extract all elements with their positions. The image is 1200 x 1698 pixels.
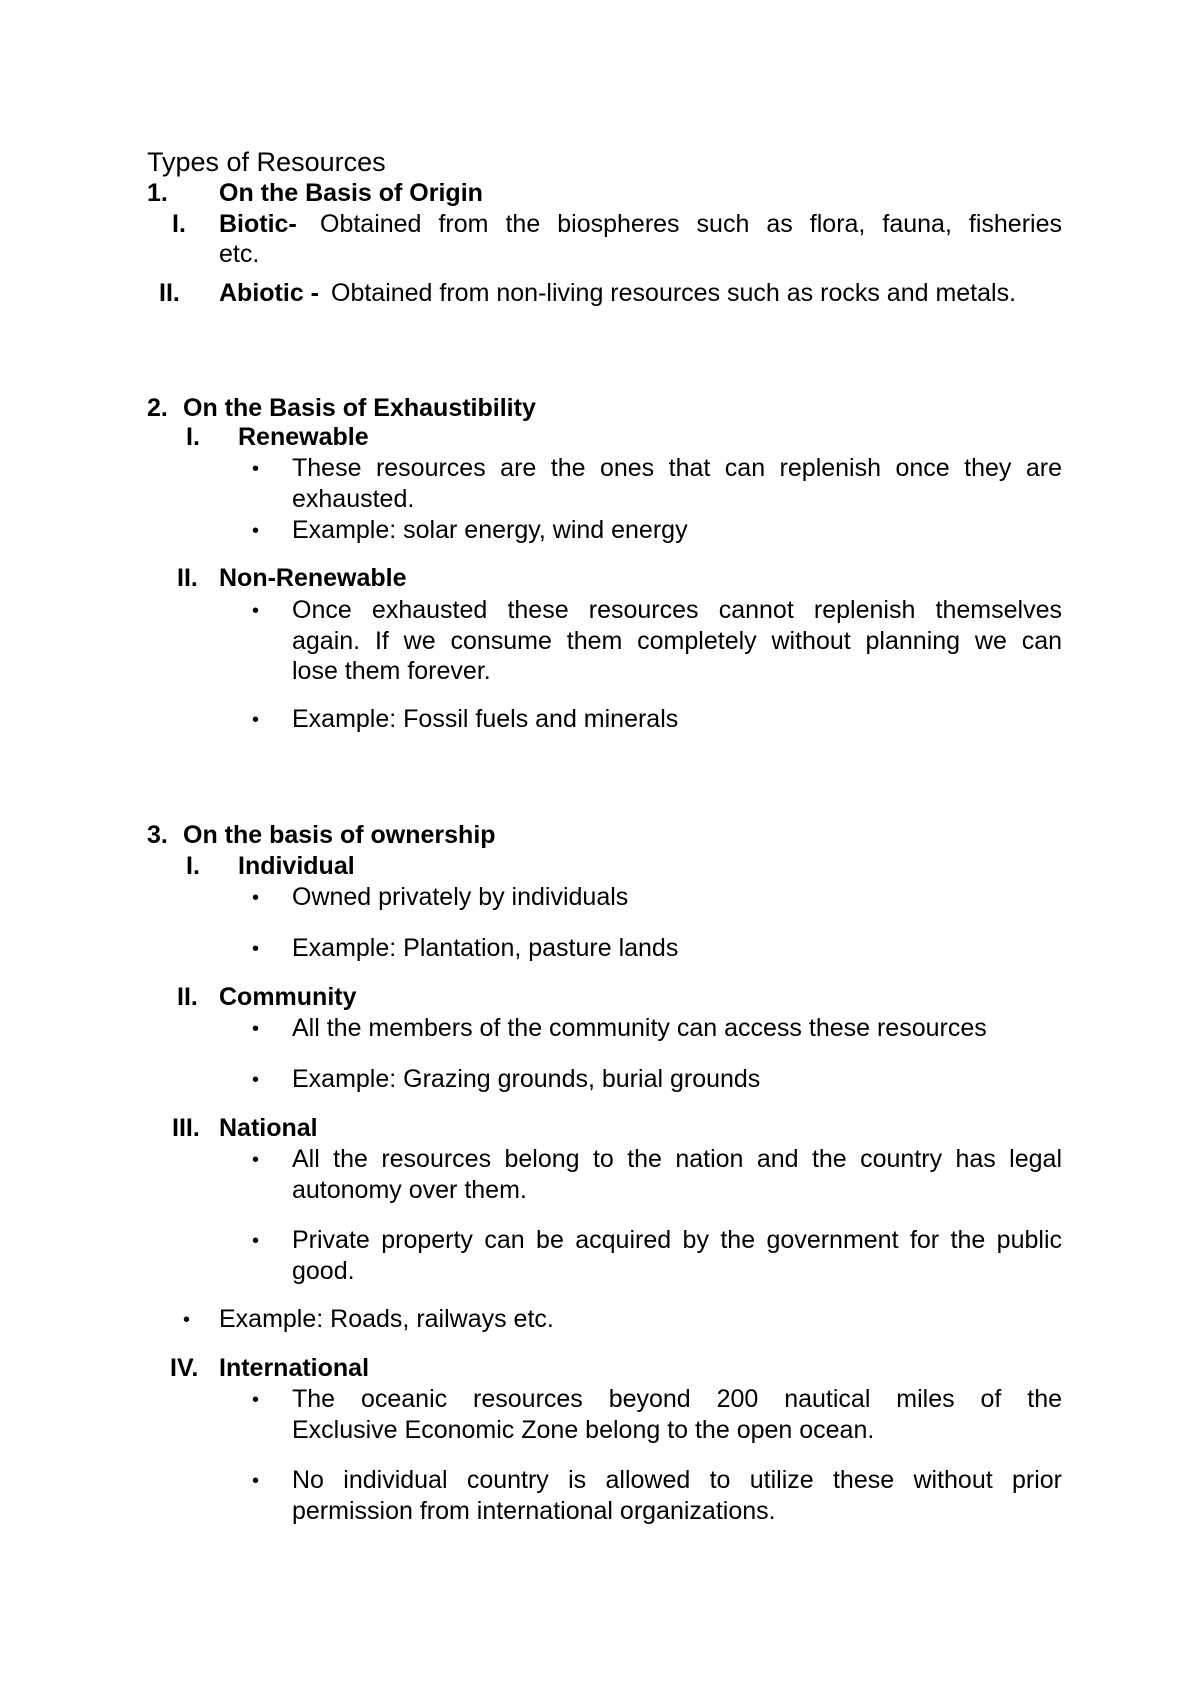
- section-3-number: 3.: [147, 821, 168, 849]
- bullet-icon: •: [252, 709, 260, 731]
- bullet-icon: •: [252, 1230, 260, 1252]
- national-label: National: [219, 1114, 318, 1142]
- renewable-label: Renewable: [238, 423, 369, 451]
- nonrenewable-bullet-2: Example: Fossil fuels and minerals: [292, 705, 679, 733]
- bullet-icon: •: [252, 938, 260, 960]
- nonrenewable-bullet-1-cont: again. If we consume them completely without planning we can: [292, 627, 1062, 655]
- section-2-heading: On the Basis of Exhaustibility: [183, 394, 536, 422]
- section-2-number: 2.: [147, 394, 168, 422]
- renewable-numeral: I.: [186, 423, 200, 451]
- national-bullet-2-cont: good.: [292, 1257, 355, 1285]
- bullet-icon: •: [252, 1069, 260, 1091]
- bullet-icon: •: [252, 1470, 260, 1492]
- national-numeral: III.: [172, 1114, 200, 1142]
- bullet-icon: •: [252, 1018, 260, 1040]
- abiotic-term: Abiotic -: [219, 279, 319, 307]
- biotic-numeral: I.: [172, 210, 186, 238]
- section-3-heading: On the basis of ownership: [183, 821, 496, 849]
- international-numeral: IV.: [170, 1354, 199, 1382]
- biotic-description-cont: etc.: [219, 240, 260, 268]
- bullet-icon: •: [252, 458, 260, 480]
- biotic-term: Biotic-: [219, 210, 297, 238]
- bullet-icon: •: [252, 887, 260, 909]
- renewable-bullet-1: These resources are the ones that can replenish once they are: [292, 454, 1062, 482]
- renewable-bullet-2: Example: solar energy, wind energy: [292, 516, 688, 544]
- abiotic-numeral: II.: [159, 279, 180, 307]
- bullet-icon: •: [252, 600, 260, 622]
- nonrenewable-bullet-1: Once exhausted these resources cannot replenish themselves: [292, 596, 1062, 624]
- community-bullet-2: Example: Grazing grounds, burial grounds: [292, 1065, 761, 1093]
- individual-label: Individual: [238, 852, 355, 880]
- bullet-icon: •: [183, 1309, 191, 1331]
- section-1-number: 1.: [147, 179, 168, 207]
- individual-numeral: I.: [186, 852, 200, 880]
- nonrenewable-label: Non-Renewable: [219, 564, 407, 592]
- section-1-heading: On the Basis of Origin: [219, 179, 483, 207]
- national-bullet-1-cont: autonomy over them.: [292, 1176, 527, 1204]
- community-label: Community: [219, 983, 357, 1011]
- renewable-bullet-1-cont: exhausted.: [292, 485, 415, 513]
- page-title: Types of Resources: [147, 147, 386, 177]
- national-bullet-2: Private property can be acquired by the government for the public: [292, 1226, 1062, 1254]
- abiotic-description: Obtained from non-living resources such as rocks and metals.: [331, 279, 1017, 307]
- international-label: International: [219, 1354, 370, 1382]
- international-bullet-2-cont: permission from international organizations.: [292, 1497, 776, 1525]
- individual-bullet-2: Example: Plantation, pasture lands: [292, 934, 679, 962]
- nonrenewable-numeral: II.: [177, 564, 198, 592]
- international-bullet-1: The oceanic resources beyond 200 nautical miles of the: [292, 1385, 1062, 1413]
- international-bullet-2: No individual country is allowed to utilize these without prior: [292, 1466, 1062, 1494]
- nonrenewable-bullet-1-end: lose them forever.: [292, 657, 491, 685]
- bullet-icon: •: [252, 520, 260, 542]
- biotic-description: Obtained from the biospheres such as flora, fauna, fisheries: [320, 210, 1062, 238]
- national-bullet-3: Example: Roads, railways etc.: [219, 1305, 554, 1333]
- international-bullet-1-cont: Exclusive Economic Zone belong to the open ocean.: [292, 1416, 875, 1444]
- bullet-icon: •: [252, 1149, 260, 1171]
- national-bullet-1: All the resources belong to the nation and the country has legal: [292, 1145, 1062, 1173]
- community-numeral: II.: [177, 983, 198, 1011]
- bullet-icon: •: [252, 1389, 260, 1411]
- individual-bullet-1: Owned privately by individuals: [292, 883, 629, 911]
- community-bullet-1: All the members of the community can access these resources: [292, 1014, 987, 1042]
